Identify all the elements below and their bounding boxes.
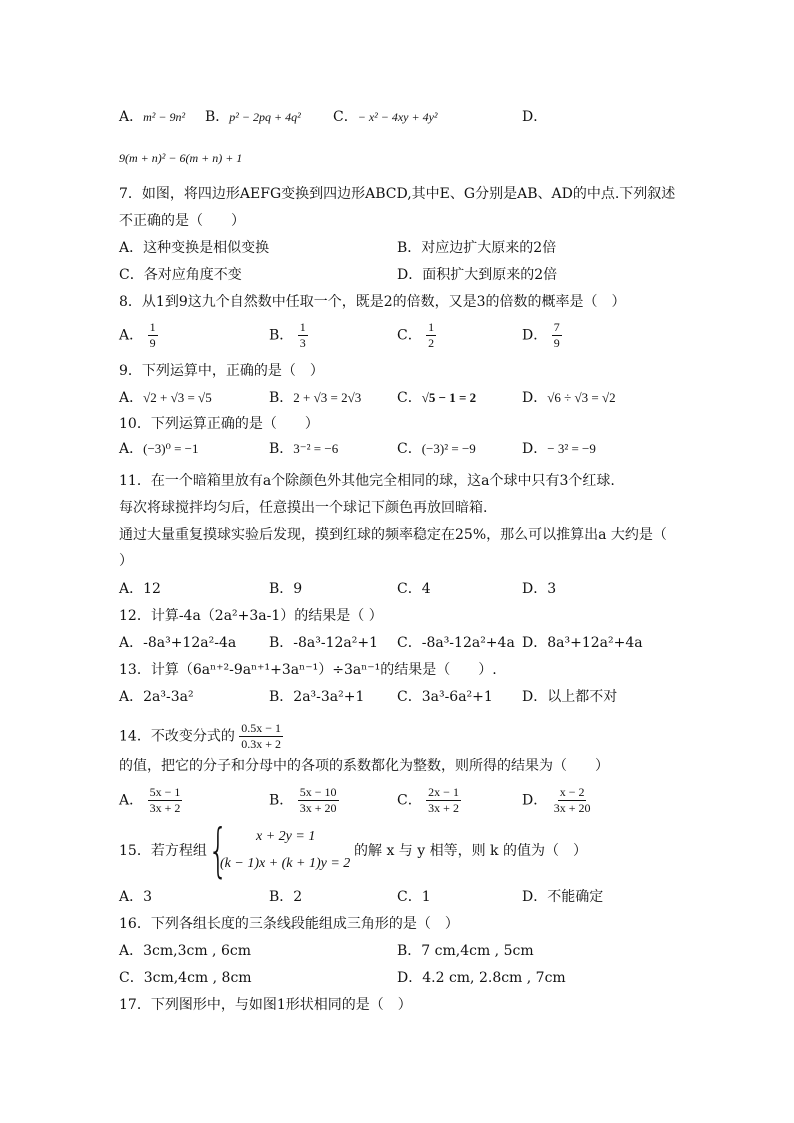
q8-a-label: A．: [119, 327, 144, 344]
q8-c-num: 1: [428, 320, 435, 334]
q8-option-a: [119, 321, 158, 350]
q11-option-d: D．3: [522, 581, 557, 597]
q9-b-label: B．: [269, 390, 294, 406]
q12-stem: 12．计算-4a（2a²+3a-1）的结果是（ ）: [119, 608, 383, 624]
q14-b-fraction: [298, 786, 339, 815]
q6-b-label: B．: [205, 109, 230, 125]
q9-option-d: [522, 389, 616, 407]
q10-d-expr: − 3² = −9: [547, 441, 596, 456]
q11-stem-line4: ）: [119, 553, 133, 569]
q11-option-a: A．12: [119, 581, 161, 597]
q10-a-label: A．: [119, 441, 144, 457]
q10-c-expr: (−3)² = −9: [421, 441, 476, 456]
q11-stem-line1: 11．在一个暗箱里放有a个除颜色外其他完全相同的球，这a个球中只有3个红球.: [119, 473, 615, 489]
q6-c-expr: − x² − 4xy + 4y²: [357, 110, 438, 124]
q14-option-b: [269, 786, 339, 815]
q14-option-a: [119, 786, 182, 815]
q11-option-c: C．4: [397, 581, 431, 597]
q12-option-c: C．-8a³-12a²+4a: [397, 635, 515, 651]
q8-d-num: 7: [553, 320, 560, 334]
q14-a-label: A．: [119, 792, 144, 809]
q7-stem-line2: 不正确的是（ ）: [119, 213, 245, 229]
q15-stem-suffix: 的解 x 与 y 相等，则 k 的值为（ ）: [354, 843, 587, 859]
q14-c-den: 3x + 2: [428, 801, 459, 815]
q7-option-b: B．对应边扩大原来的2倍: [397, 240, 557, 256]
q8-stem: 8．从1到9这九个自然数中任取一个，既是2的倍数，又是3的倍数的概率是（ ）: [119, 294, 626, 310]
q15-option-b: B．2: [269, 889, 303, 905]
q16-stem: 16．下列各组长度的三条线段能组成三角形的是（ ）: [119, 916, 459, 932]
q13-option-b: B．2a³-3a²+1: [269, 689, 365, 705]
q9-d-expr: √6 ÷ √3 = √2: [547, 390, 616, 405]
q9-d-label: D．: [522, 390, 548, 406]
q8-a-fraction: [148, 321, 158, 350]
q9-a-label: A．: [119, 390, 144, 406]
q14-d-den: 3x + 20: [553, 801, 591, 815]
q6-d-expr: 9(m + n)² − 6(m + n) + 1: [119, 151, 243, 165]
q14-d-label: D．: [522, 792, 548, 809]
q14-d-fraction: [552, 786, 593, 815]
q14-stem-fraction: [239, 722, 283, 751]
q8-d-den: 9: [553, 336, 560, 350]
q13-stem: 13．计算（6aⁿ⁺²-9aⁿ⁺¹+3aⁿ⁻¹）÷3aⁿ⁻¹的结果是（ ）.: [119, 662, 497, 678]
q16-option-c: C．3cm,4cm , 8cm: [119, 970, 252, 986]
q10-a-expr: (−3)⁰ = −1: [143, 441, 199, 456]
q9-option-b: [269, 389, 361, 407]
q14-a-fraction: [148, 786, 183, 815]
q13-option-d: D．以上都不对: [522, 689, 618, 705]
q14-a-den: 3x + 2: [149, 801, 181, 815]
q15-equation-1: x + 2y = 1: [256, 829, 316, 844]
q13-option-a: A．2a³-3a²: [119, 689, 194, 705]
q14-c-num: 2x − 1: [428, 785, 459, 799]
q10-option-c: [397, 440, 476, 458]
q6-b-expr: p² − 2pq + 4q²: [229, 110, 301, 124]
q6-a-label: A．: [119, 109, 144, 125]
q6-option-d: [522, 108, 547, 126]
q7-option-a: A．这种变换是相似变换: [119, 240, 270, 256]
q15-equation-2: (k − 1)x + (k + 1)y = 2: [220, 856, 351, 871]
q9-a-expr: √2 + √3 = √5: [143, 390, 212, 405]
q6-d-label: D．: [522, 109, 548, 125]
q8-option-b: [269, 321, 308, 350]
q10-stem: 10．下列运算正确的是（ ）: [119, 416, 319, 432]
q12-option-d: D．8a³+12a²+4a: [522, 635, 643, 651]
q8-d-label: D．: [522, 327, 548, 344]
q8-c-label: C．: [397, 327, 422, 344]
q11-option-b: B．9: [269, 581, 303, 597]
q10-b-expr: 3⁻² = −6: [293, 441, 339, 456]
q6-a-expr: m² − 9n²: [143, 110, 186, 124]
q9-b-expr: 2 + √3 = 2√3: [293, 390, 362, 405]
q8-b-fraction: [298, 321, 308, 350]
q6-c-label: C．: [333, 109, 358, 125]
q9-option-c: [397, 389, 476, 407]
q12-option-b: B．-8a³-12a²+1: [269, 635, 379, 651]
q9-stem: 9．下列运算中，正确的是（ ）: [119, 363, 324, 379]
q9-c-label: C．: [397, 390, 422, 406]
q9-c-expr: √5 − 1 = 2: [421, 390, 477, 405]
q14-c-fraction: [426, 786, 461, 815]
q10-d-label: D．: [522, 441, 548, 457]
q10-option-b: [269, 440, 338, 458]
q7-stem-line1: 7．如图，将四边形AEFG变换到四边形ABCD,其中E、G分别是AB、AD的中点.下列叙述: [119, 186, 676, 202]
q14-option-d: [522, 786, 592, 815]
q8-c-den: 2: [428, 336, 435, 350]
q15-option-c: C．1: [397, 889, 431, 905]
q7-option-c: C．各对应角度不变: [119, 267, 242, 283]
q14-a-num: 5x − 1: [149, 785, 181, 799]
q11-stem-line2: 每次将球搅拌均匀后，任意摸出一个球记下颜色再放回暗箱.: [119, 500, 488, 516]
q14-c-label: C．: [397, 792, 422, 809]
q6-option-d-expr: [119, 149, 242, 167]
q10-c-label: C．: [397, 441, 422, 457]
q8-b-num: 1: [299, 320, 306, 334]
q8-a-den: 9: [149, 336, 156, 350]
q8-b-den: 3: [299, 336, 306, 350]
q14-option-c: [397, 786, 461, 815]
q17-stem: 17．下列图形中，与如图1形状相同的是（ ）: [119, 997, 412, 1013]
q10-option-a: [119, 440, 199, 458]
q14-stem-prefix: 14．不改变分式的: [119, 728, 235, 745]
q13-option-c: C．3a³-6a²+1: [397, 689, 493, 705]
q10-b-label: B．: [269, 441, 294, 457]
q10-option-d: [522, 440, 596, 458]
q14-b-label: B．: [269, 792, 294, 809]
q16-option-d: D．4.2 cm, 2.8cm , 7cm: [397, 970, 566, 986]
q6-option-b: [205, 108, 301, 126]
q14-stem-line1: [119, 722, 283, 751]
q15-stem-prefix: 15．若方程组: [119, 843, 207, 859]
q15-option-a: A．3: [119, 889, 153, 905]
q14-stem-num: 0.5x − 1: [241, 721, 282, 735]
q7-option-d: D．面积扩大到原来的2倍: [397, 267, 558, 283]
q9-option-a: [119, 389, 212, 407]
q8-b-label: B．: [269, 327, 294, 344]
q14-stem-line2: 的值，把它的分子和分母中的各项的系数都化为整数，则所得的结果为（ ）: [119, 758, 609, 774]
q12-option-a: A．-8a³+12a²-4a: [119, 635, 237, 651]
q8-option-d: [522, 321, 562, 350]
q14-d-num: x − 2: [559, 785, 585, 799]
q11-stem-line3: 通过大量重复摸球实验后发现，摸到红球的频率稳定在25%，那么可以推算出a 大约是（: [119, 527, 667, 543]
q16-option-b: B．7 cm,4cm , 5cm: [397, 943, 534, 959]
q14-b-den: 3x + 20: [299, 801, 337, 815]
q16-option-a: A．3cm,3cm , 6cm: [119, 943, 251, 959]
q6-option-a: [119, 108, 185, 126]
q8-option-c: [397, 321, 436, 350]
q14-b-num: 5x − 10: [299, 785, 337, 799]
q15-system-brace: {: [208, 816, 229, 884]
q8-d-fraction: [552, 321, 562, 350]
q6-option-c: [333, 108, 438, 126]
q15-option-d: D．不能确定: [522, 889, 604, 905]
q8-a-num: 1: [149, 320, 156, 334]
q14-stem-den: 0.3x + 2: [241, 737, 282, 751]
q8-c-fraction: [426, 321, 436, 350]
